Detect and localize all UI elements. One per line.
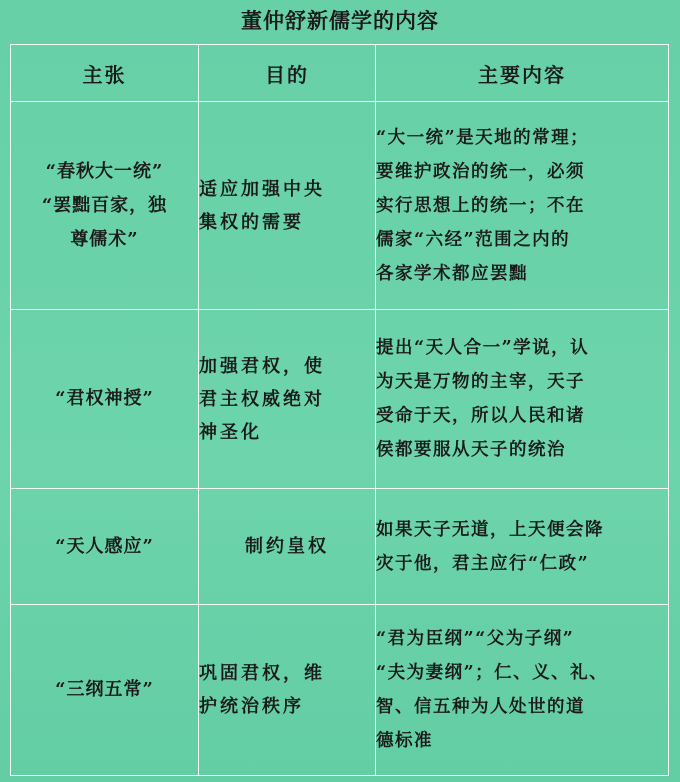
purpose-line: 加强君权，使 [199,355,325,377]
claim-cell [11,489,199,605]
header-row [11,45,669,102]
content-cell [376,102,669,310]
purpose-line: 君主权威绝对 [199,388,325,410]
purpose-line: 巩固君权，维 [199,663,325,684]
claim-line: “天人感应” [55,535,154,557]
header-claim: 主张 [11,45,199,102]
content-line: 实行思想上的统一；不在 [376,195,585,216]
purpose-line: 制约皇权 [245,536,329,557]
content-line: 侯都要服从天子的统治 [376,440,566,460]
content-line: 如果天子无道，上天便会降 [376,519,604,540]
purpose-line: 集权的需要 [199,211,304,233]
content-cell [376,489,669,605]
content-cell [376,310,669,489]
content-line: 提出“天人合一”学说，认 [376,338,590,358]
content-line: 德标准 [376,731,433,751]
content-line: 智、信五种为人处世的道 [376,697,585,717]
claim-line: “三纲五常” [55,679,154,700]
purpose-cell [199,102,376,310]
purpose-cell [199,310,376,489]
claim-line: “罢黜百家，独 [41,194,168,216]
claim-line: “春秋大一统” [45,160,164,182]
content-line: 受命于天，所以人民和诸 [376,406,585,426]
content-line: 各家学术都应罢黜 [376,263,528,284]
claim-cell [11,102,199,310]
purpose-cell [199,605,376,776]
content-line: “夫为妻纲”；仁、义、礼、 [376,663,609,683]
table-row [11,605,669,776]
purpose-line: 护统治秩序 [199,696,304,717]
content-table [10,44,669,776]
claim-line: “君权神授” [55,388,154,409]
content-cell [376,605,669,776]
purpose-cell [199,489,376,605]
claim-line: 尊儒术” [70,228,139,250]
content-line: 要维护政治的统一，必须 [376,161,585,182]
table-row [11,489,669,605]
purpose-line: 神圣化 [199,421,262,443]
content-line: “君为臣纲”“父为子纲” [376,629,575,649]
content-line: “大一统”是天地的常理； [376,127,590,148]
header-purpose: 目的 [199,45,376,102]
content-line: 为天是万物的主宰，天子 [376,372,585,392]
table-row [11,102,669,310]
content-line: 儒家“六经”范围之内的 [376,229,571,250]
claim-cell [11,310,199,489]
table-row [11,310,669,489]
purpose-line: 适应加强中央 [199,178,325,200]
claim-cell [11,605,199,776]
table-title: 董仲舒新儒学的内容 [241,9,439,33]
header-content: 主要内容 [376,45,669,102]
content-line: 灾于他，君主应行“仁政” [376,553,590,574]
